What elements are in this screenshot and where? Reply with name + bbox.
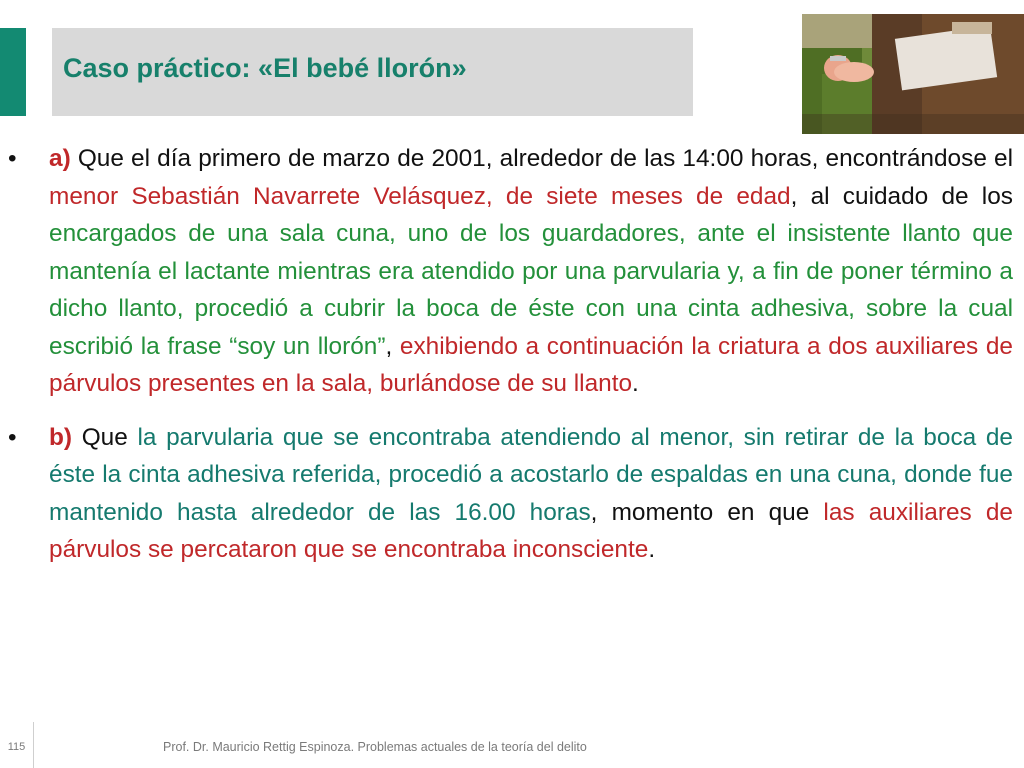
text-segment: , <box>385 332 400 360</box>
bullet-a: • <box>8 145 17 172</box>
footer-credit: Prof. Dr. Mauricio Rettig Espinoza. Problemas actuales de la teoría del delito <box>163 740 587 754</box>
title-accent-bar <box>0 28 26 116</box>
text-segment: , al cuidado de los <box>790 182 1013 210</box>
text-segment: encargados de una sala cuna, uno de los guardadores, ante el insistente llanto que mantenía el lactante mientras era atendido por una parvularia y, a fin de poner término a dicho llanto, procedió a cubrir la boca de éste con una cinta adhesiva, sobre la cual escribió la frase “soy un llorón” <box>49 220 1013 360</box>
slide-content <box>0 140 1024 569</box>
paragraph-a-text <box>49 145 1013 397</box>
paragraph-b <box>0 419 1024 569</box>
text-segment: Que el día primero de marzo de 2001, alrededor de las 14:00 horas, encontrándose el <box>70 145 1013 172</box>
text-segment: . <box>648 536 656 563</box>
text-segment: , momento en que <box>590 498 824 526</box>
text-segment: . <box>632 370 639 397</box>
text-segment: exhibiendo a continuación la criatura a dos auxiliares de párvulos presentes en la sala, burlándose de su llanto <box>49 332 1013 397</box>
text-segment: las auxiliares de párvulos se percataron que se encontraba inconsciente <box>49 498 1013 563</box>
text-segment: a) <box>49 145 71 172</box>
text-segment: Que <box>72 423 138 451</box>
text-segment: menor Sebastián Navarrete Velásquez, de siete meses de edad <box>49 182 791 210</box>
classroom-photo <box>802 14 1024 134</box>
page-number: 115 <box>7 741 26 753</box>
bullet-b: • <box>8 423 17 451</box>
photo-illustration <box>802 14 1024 134</box>
paragraph-b-text <box>49 424 1013 564</box>
text-segment: la parvularia que se encontraba atendiendo al menor, sin retirar de la boca de éste la cinta adhesiva referida, procedió a acostarlo de espaldas en una cuna, donde fue mantenido hasta alrededor de las 16.00 horas <box>49 423 1013 526</box>
paragraph-a <box>0 140 1024 403</box>
text-segment: b) <box>49 423 73 451</box>
slide-title: Caso práctico: «El bebé llorón» <box>63 53 467 83</box>
page-number-divider <box>33 722 34 768</box>
